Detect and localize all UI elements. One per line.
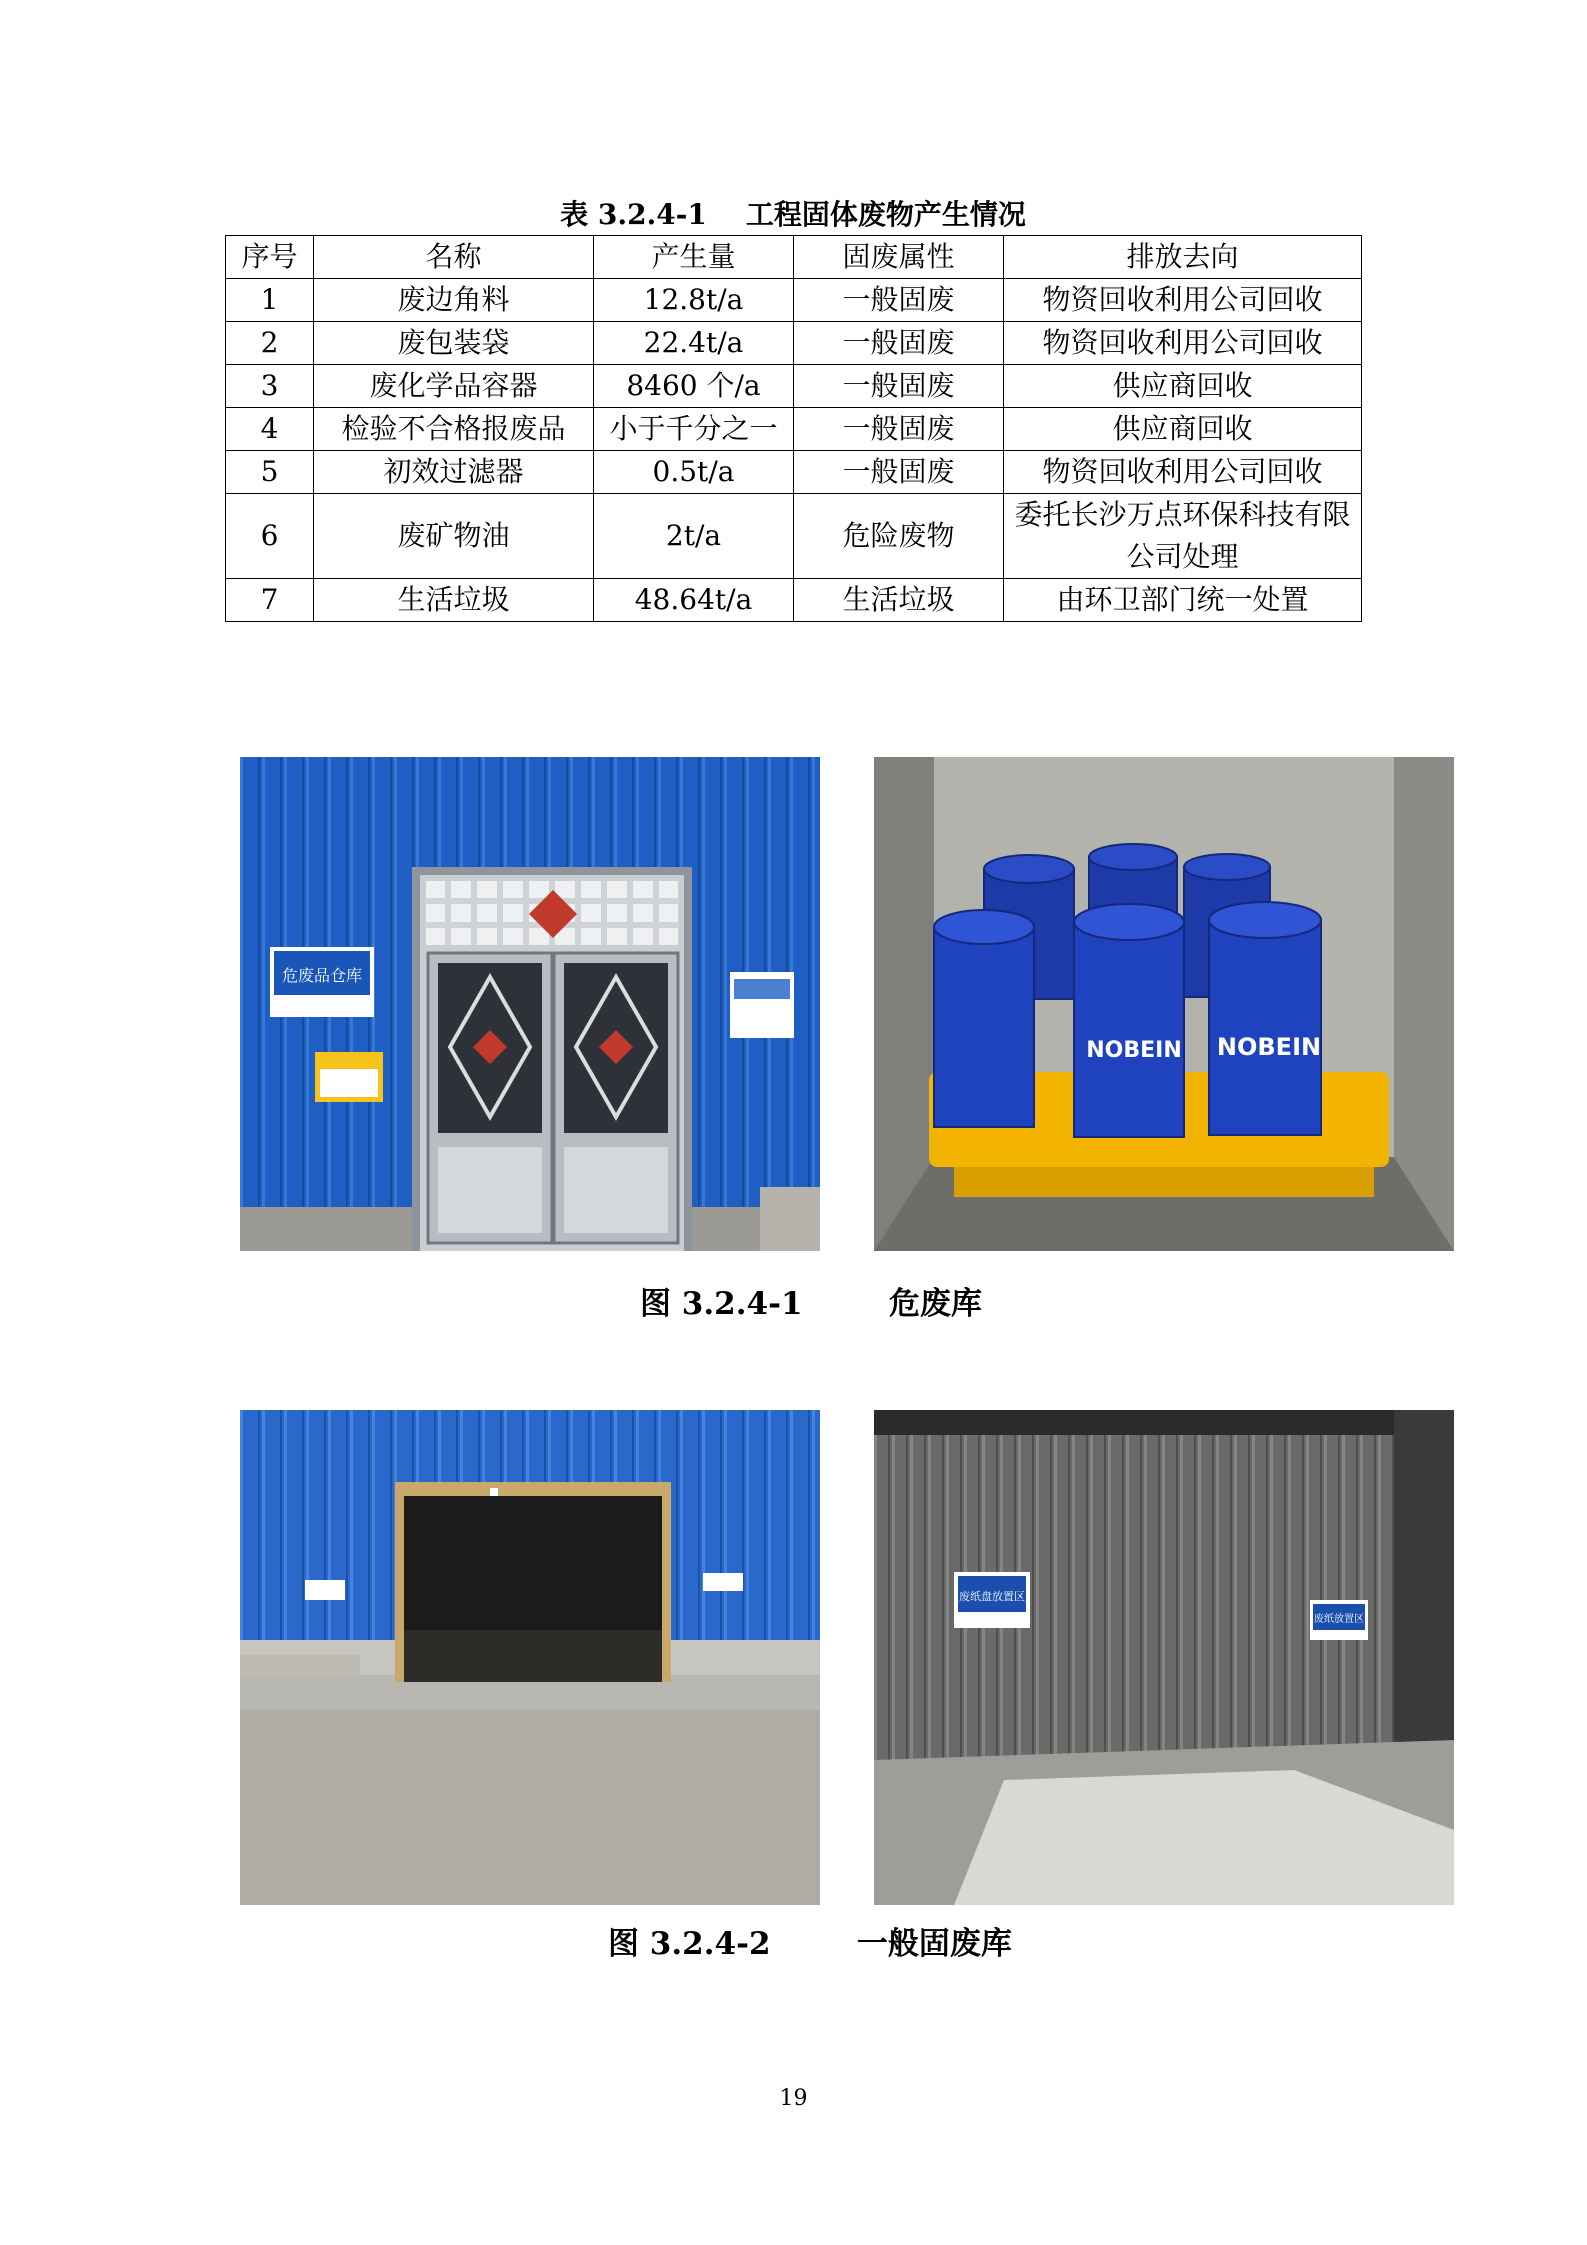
cell-attribute: 一般固废 bbox=[794, 322, 1004, 365]
cell-attribute: 一般固废 bbox=[794, 365, 1004, 408]
cell-amount: 小于千分之一 bbox=[594, 408, 794, 451]
drum-brand-text: NOBEIN bbox=[1216, 1033, 1322, 1061]
table-row bbox=[226, 279, 1362, 322]
oil-drums-photo bbox=[874, 757, 1454, 1251]
page-number: 19 bbox=[779, 2086, 808, 2111]
figure-caption-1: 图 3.2.4-1 危废库 bbox=[640, 1286, 982, 1322]
table-row bbox=[226, 579, 1362, 622]
header-amount: 产生量 bbox=[594, 236, 794, 279]
cell-destination: 物资回收利用公司回收 bbox=[1004, 451, 1362, 494]
general-waste-warehouse-photo bbox=[240, 1410, 820, 1905]
cell-name: 初效过滤器 bbox=[314, 451, 594, 494]
cell-index: 2 bbox=[226, 322, 314, 365]
header-index: 序号 bbox=[226, 236, 314, 279]
cell-name: 废包装袋 bbox=[314, 322, 594, 365]
hazardous-warehouse-door-photo bbox=[240, 757, 820, 1251]
table-caption: 表 3.2.4-1 工程固体废物产生情况 bbox=[560, 198, 1026, 231]
cell-name: 生活垃圾 bbox=[314, 579, 594, 622]
cell-destination: 物资回收利用公司回收 bbox=[1004, 322, 1362, 365]
table-row bbox=[226, 408, 1362, 451]
cell-name: 检验不合格报废品 bbox=[314, 408, 594, 451]
cell-amount: 8460 个/a bbox=[594, 365, 794, 408]
cell-amount: 48.64t/a bbox=[594, 579, 794, 622]
table-header-row bbox=[226, 236, 1362, 279]
header-attribute: 固废属性 bbox=[794, 236, 1004, 279]
drum-brand-text: NOBEIN bbox=[1086, 1038, 1182, 1063]
cell-attribute: 危险废物 bbox=[794, 494, 1004, 579]
sign-scrap-board-area: 废纸盘放置区 bbox=[959, 1590, 1025, 1603]
table-row bbox=[226, 365, 1362, 408]
cell-amount: 22.4t/a bbox=[594, 322, 794, 365]
table-row bbox=[226, 494, 1362, 579]
header-name: 名称 bbox=[314, 236, 594, 279]
cell-name: 废矿物油 bbox=[314, 494, 594, 579]
cell-index: 1 bbox=[226, 279, 314, 322]
cell-index: 5 bbox=[226, 451, 314, 494]
warehouse-sign-text: 危废品仓库 bbox=[281, 966, 363, 985]
cell-destination: 供应商回收 bbox=[1004, 365, 1362, 408]
header-destination: 排放去向 bbox=[1004, 236, 1362, 279]
cell-attribute: 一般固废 bbox=[794, 279, 1004, 322]
cell-index: 4 bbox=[226, 408, 314, 451]
cell-amount: 0.5t/a bbox=[594, 451, 794, 494]
cell-destination: 供应商回收 bbox=[1004, 408, 1362, 451]
waste-table bbox=[225, 235, 1362, 622]
cell-destination: 由环卫部门统一处置 bbox=[1004, 579, 1362, 622]
cell-name: 废化学品容器 bbox=[314, 365, 594, 408]
cell-amount: 12.8t/a bbox=[594, 279, 794, 322]
general-waste-interior-photo bbox=[874, 1410, 1454, 1905]
cell-name: 废边角料 bbox=[314, 279, 594, 322]
sign-scrap-paper-area: 废纸放置区 bbox=[1314, 1614, 1364, 1625]
cell-amount: 2t/a bbox=[594, 494, 794, 579]
figure-caption-2: 图 3.2.4-2 一般固废库 bbox=[608, 1926, 1012, 1962]
table-row bbox=[226, 451, 1362, 494]
cell-attribute: 一般固废 bbox=[794, 451, 1004, 494]
cell-index: 7 bbox=[226, 579, 314, 622]
cell-attribute: 一般固废 bbox=[794, 408, 1004, 451]
cell-destination: 委托长沙万点环保科技有限公司处理 bbox=[1004, 494, 1362, 579]
cell-index: 3 bbox=[226, 365, 314, 408]
cell-destination: 物资回收利用公司回收 bbox=[1004, 279, 1362, 322]
table-row bbox=[226, 322, 1362, 365]
cell-index: 6 bbox=[226, 494, 314, 579]
cell-attribute: 生活垃圾 bbox=[794, 579, 1004, 622]
